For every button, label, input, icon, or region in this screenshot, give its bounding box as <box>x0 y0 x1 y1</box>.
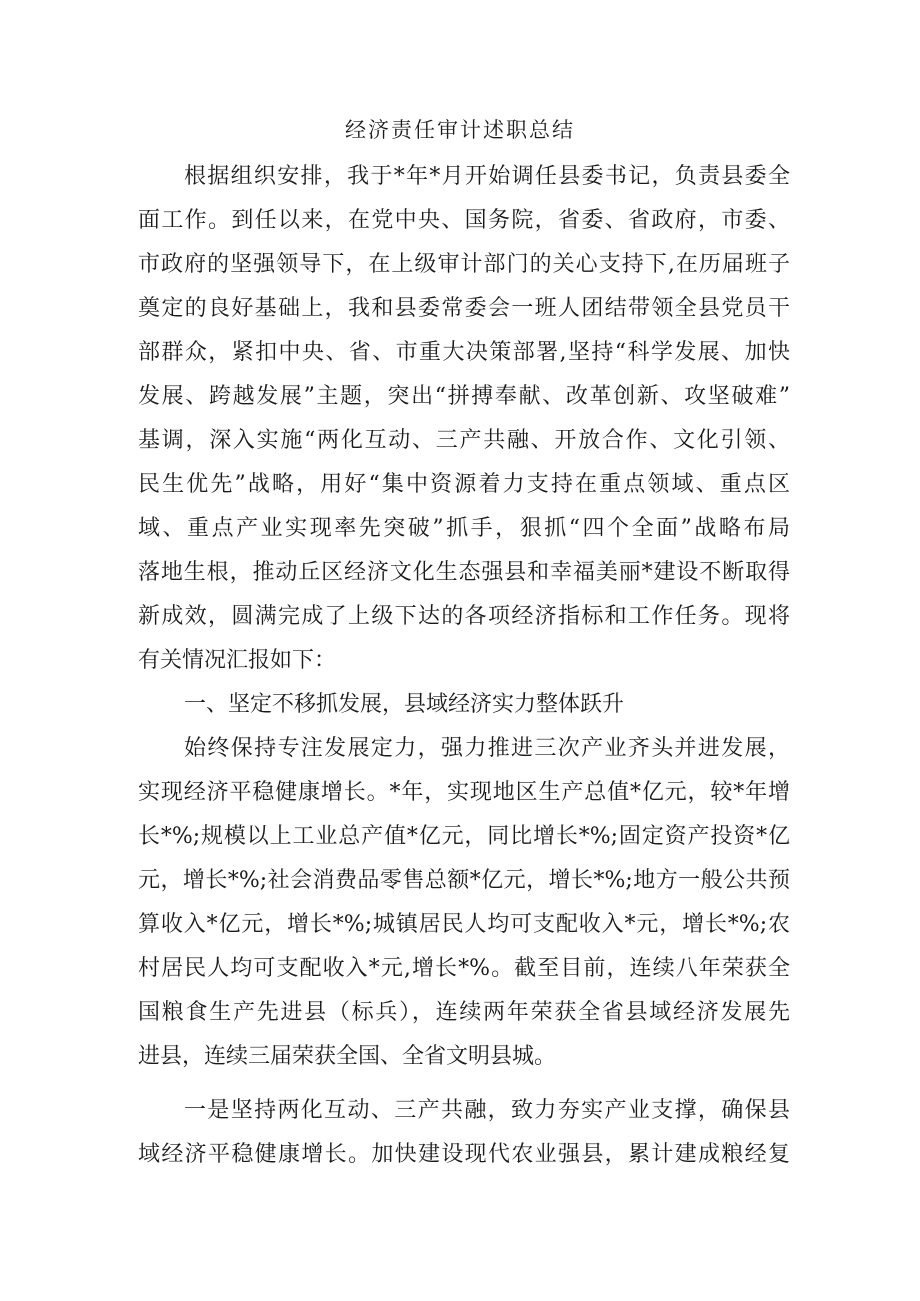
paragraph-line: 域、重点产业实现率先突破”抓手，狠抓“四个全面”战略布局 <box>138 516 790 541</box>
paragraph-line: 民生优先”战略，用好“集中资源着力支持在重点领域、重点区 <box>138 472 790 497</box>
paragraph-line: 进县，连续三届荣获全国、全省文明县城。 <box>138 1044 557 1069</box>
paragraph-line: 发展、跨越发展”主题，突出“拼搏奉献、改革创新、攻坚破难” <box>138 384 790 409</box>
paragraph-line: 新成效，圆满完成了上级下达的各项经济指标和工作任务。现将 <box>138 604 790 629</box>
paragraph-line: 市政府的坚强领导下，在上级审计部门的关心支持下,在历届班子 <box>138 252 790 277</box>
paragraph-line: 实现经济平稳健康增长。*年，实现地区生产总值*亿元，较*年增 <box>138 780 790 805</box>
paragraph-line: 算收入*亿元，增长*%;城镇居民人均可支配收入*元，增长*%;农 <box>138 912 790 937</box>
document-title: 经济责任审计述职总结 <box>345 118 575 142</box>
paragraph-line: 部群众，紧扣中央、省、市重大决策部署,坚持“科学发展、加快 <box>138 340 790 365</box>
paragraph-line: 国粮食生产先进县（标兵），连续两年荣获全省县域经济发展先 <box>138 1000 790 1025</box>
paragraph-line: 长*%;规模以上工业总产值*亿元，同比增长*%;固定资产投资*亿 <box>138 824 790 849</box>
paragraph-line: 村居民人均可支配收入*元,增长*%。截至目前，连续八年荣获全 <box>138 956 790 981</box>
paragraph-line: 奠定的良好基础上，我和县委常委会一班人团结带领全县党员干 <box>138 296 790 321</box>
paragraph-line: 有关情况汇报如下： <box>138 648 337 673</box>
paragraph-line: 始终保持专注发展定力，强力推进三次产业齐头并进发展， <box>184 736 790 761</box>
paragraph-line: 元，增长*%;社会消费品零售总额*亿元，增长*%;地方一般公共预 <box>138 868 790 893</box>
paragraph-line: 落地生根，推动丘区经济文化生态强县和幸福美丽*建设不断取得 <box>138 560 790 585</box>
paragraph-line: 基调，深入实施“两化互动、三产共融、开放合作、文化引领、 <box>138 428 790 453</box>
section-heading: 一、坚定不移抓发展，县域经济实力整体跃升 <box>184 692 625 717</box>
paragraph-line: 一是坚持两化互动、三产共融，致力夯实产业支撑，确保县 <box>184 1098 790 1123</box>
paragraph-line: 面工作。到任以来，在党中央、国务院，省委、省政府，市委、 <box>138 208 790 233</box>
paragraph-line: 域经济平稳健康增长。加快建设现代农业强县，累计建成粮经复 <box>138 1142 790 1167</box>
paragraph-line: 根据组织安排，我于*年*月开始调任县委书记，负责县委全 <box>184 164 790 189</box>
